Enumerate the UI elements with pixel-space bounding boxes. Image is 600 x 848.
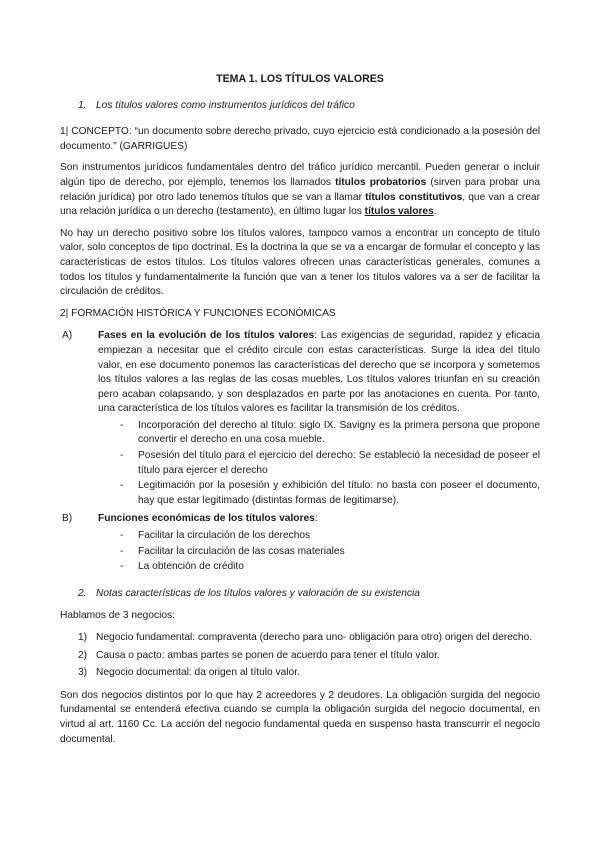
- list-item: [78, 666, 540, 681]
- concepto-label: 1| CONCEPTO:: [60, 126, 132, 138]
- list-term-b: Funciones económicas de los títulos valores: [98, 513, 315, 525]
- dash-bullet-icon: -: [120, 480, 124, 492]
- list-label-b: B): [62, 513, 73, 525]
- section-1-heading: [78, 99, 540, 114]
- dash-bullet-icon: -: [120, 545, 124, 557]
- term-titulos-constitutivos: títulos constitutivos: [365, 191, 463, 203]
- term-titulos-probatorios: títulos probatorios: [335, 176, 427, 188]
- bullet-text: Facilitar la circulación de los derechos: [138, 530, 311, 542]
- list-text-b: [98, 512, 540, 527]
- bullet-text: Legitimación por la posesión y exhibición del título: no basta con poseer el documento, hay que estar legitimado (distintas formas de legitimarse).: [138, 480, 540, 506]
- list-item: [120, 560, 540, 575]
- list-item: [78, 631, 540, 646]
- list-number: 3): [78, 667, 88, 679]
- list-item: [120, 449, 540, 478]
- text-run: .: [433, 206, 437, 218]
- derecho-positivo-paragraph: No hay un derecho positivo sobre los títulos valores, tampoco vamos a encontrar un concepto de título valor, solo conceptos de tipo doctrinal. Es la doctrina la que se va a encargar de formular el concepto y las características de estos títulos. Los títulos valores ofrecen unas características generales, comunes a todos los títulos y fundamentalmente la función que van a tener los títulos valores va a ser de facilitar la circulación de créditos.: [60, 227, 540, 298]
- concepto-paragraph: [60, 125, 540, 154]
- section-3-title: Notas características de los títulos valores y valoración de su existencia: [96, 587, 420, 599]
- text-run: , que van a crear una relación jurídica o un derecho (testamento), en último lugar los: [60, 191, 540, 218]
- list-number: 2): [78, 649, 88, 661]
- text-run: Son instrumentos jurídicos fundamentales dentro del tráfico jurídico mercantil. Pueden generar o incluir algún tipo de derecho, por ejemplo, tenemos los llamados: [60, 162, 540, 188]
- list-item-b: [60, 512, 540, 527]
- list-item-a: [60, 329, 540, 417]
- dash-bullet-icon: -: [120, 450, 124, 462]
- dash-bullet-icon: -: [120, 419, 124, 431]
- section-1-number: 1.: [78, 99, 87, 111]
- bullet-text: Facilitar la circulación de las cosas materiales: [138, 545, 345, 557]
- document-page: [60, 72, 540, 754]
- bullet-text: Incorporación del derecho al título: siglo IX. Savigny es la primera persona que propone convertir el derecho en una cosa mueble.: [138, 419, 540, 446]
- term-titulos-valores: títulos valores: [364, 206, 434, 218]
- list-term-a: Fases en la evolución de los títulos valores: [98, 330, 315, 342]
- lettered-list: [60, 329, 540, 575]
- bullet-list-b: [120, 529, 540, 575]
- list-item: [120, 479, 540, 508]
- text-run: : Las exigencias de seguridad, rapidez y eficacia empiezan a necesitar que el crédito circule con estas características. Surge la idea del título valor, en ese documento ponemos las características del derecho que se incorpora y sometemos los títulos valores a las reglas de las cosas muebles. Los títulos valores triunfan en su creación pero acaban colapsando, y son desplazados en parte por las anotaciones en cuenta. Por tanto, una característica de los títulos valores es facilitar la transmisión de los créditos.: [98, 330, 540, 415]
- list-item: [78, 649, 540, 664]
- section-3-heading: [78, 587, 540, 602]
- section-2-heading: 2| FORMACIÓN HISTÓRICA Y FUNCIONES ECONÓMICAS: [60, 307, 336, 319]
- final-paragraph: Son dos negocios distintos por lo que hay 2 acreedores y 2 deudores. La obligación surgida del negocio fundamental se entenderá efectiva cuando se cumpla la obligación surgida del negocio documental, en virtud al art. 1160 Cc. La acción del negocio fundamental queda en suspenso hasta transcurrir el negocio documental.: [60, 689, 540, 745]
- list-item: [120, 545, 540, 560]
- list-item: [120, 529, 540, 544]
- titulos-types-paragraph: [60, 161, 540, 219]
- bullet-text: Posesión del título para el ejercicio del derecho: Se estableció la necesidad de poseer el título para ejercer el derecho: [138, 450, 540, 476]
- negocios-intro: Hablamos de 3 negocios:: [60, 610, 175, 622]
- list-text: Causa o pacto: ambas partes se ponen de acuerdo para tener el título valor.: [96, 649, 440, 661]
- list-item: [120, 419, 540, 448]
- section-1-title: Los títulos valores como instrumentos jurídicos del tráfico: [96, 99, 355, 111]
- text-run: :: [314, 513, 318, 525]
- list-label-a: A): [62, 330, 73, 342]
- list-text: Negocio fundamental: compraventa (derecho para uno- obligación para otro) origen del derecho.: [96, 632, 533, 643]
- dash-bullet-icon: -: [120, 561, 124, 573]
- dash-bullet-icon: -: [120, 530, 124, 542]
- text-run: (sirven para probar una relación jurídica) por otro lado tenemos títulos que se van a llamar: [60, 176, 540, 203]
- concepto-text: “un documento sobre derecho privado, cuyo ejercicio está condicionado a la posesión del documento.” (GARRIGUES): [60, 126, 540, 152]
- list-text-a: [98, 329, 540, 417]
- bullet-text: La obtención de crédito: [138, 561, 244, 573]
- list-number: 1): [78, 632, 88, 643]
- list-text: Negocio documental: da origen al título valor.: [96, 667, 300, 679]
- section-3-number: 2.: [78, 587, 87, 599]
- document-title: TEMA 1. LOS TÍTULOS VALORES: [216, 73, 384, 85]
- bullet-list-a: [120, 419, 540, 509]
- negocios-list: [78, 631, 540, 681]
